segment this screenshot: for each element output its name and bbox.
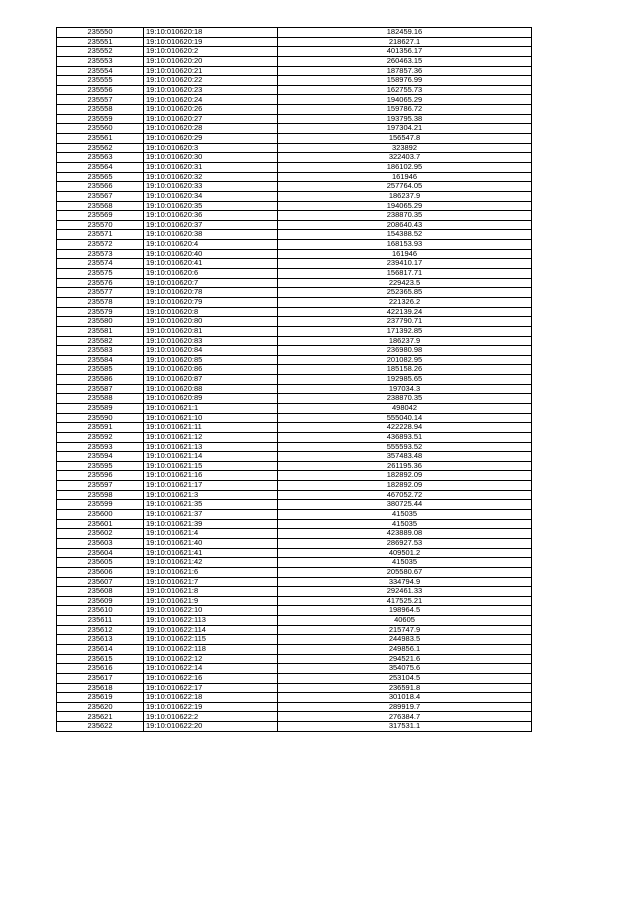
table-row bbox=[57, 635, 532, 645]
table-row bbox=[57, 654, 532, 664]
table-row bbox=[57, 500, 532, 510]
cadastral-number-cell: 19:10:010620:18 bbox=[144, 28, 278, 38]
row-id-cell: 235565 bbox=[57, 172, 144, 182]
cadastral-number-cell: 19:10:010621:16 bbox=[144, 471, 278, 481]
table-row bbox=[57, 162, 532, 172]
value-cell: 192985.65 bbox=[278, 375, 532, 385]
value-cell: 205580.67 bbox=[278, 567, 532, 577]
cadastral-number-cell: 19:10:010620:36 bbox=[144, 211, 278, 221]
value-cell: 215747.9 bbox=[278, 625, 532, 635]
row-id-cell: 235612 bbox=[57, 625, 144, 635]
value-cell: 401356.17 bbox=[278, 47, 532, 57]
value-cell: 294521.6 bbox=[278, 654, 532, 664]
value-cell: 292461.33 bbox=[278, 587, 532, 597]
table-row bbox=[57, 616, 532, 626]
value-cell: 239410.17 bbox=[278, 259, 532, 269]
row-id-cell: 235597 bbox=[57, 481, 144, 491]
value-cell: 229423.5 bbox=[278, 278, 532, 288]
cadastral-number-cell: 19:10:010622:115 bbox=[144, 635, 278, 645]
table-row bbox=[57, 249, 532, 259]
table-row bbox=[57, 596, 532, 606]
value-cell: 237790.71 bbox=[278, 317, 532, 327]
value-cell: 322403.7 bbox=[278, 153, 532, 163]
table-row bbox=[57, 240, 532, 250]
row-id-cell: 235550 bbox=[57, 28, 144, 38]
row-id-cell: 235568 bbox=[57, 201, 144, 211]
table-row bbox=[57, 95, 532, 105]
cadastral-number-cell: 19:10:010620:89 bbox=[144, 394, 278, 404]
row-id-cell: 235613 bbox=[57, 635, 144, 645]
cadastral-number-cell: 19:10:010620:8 bbox=[144, 307, 278, 317]
row-id-cell: 235602 bbox=[57, 529, 144, 539]
value-cell: 417525.21 bbox=[278, 596, 532, 606]
value-cell: 238870.35 bbox=[278, 211, 532, 221]
value-cell: 249856.1 bbox=[278, 645, 532, 655]
cadastral-number-cell: 19:10:010620:38 bbox=[144, 230, 278, 240]
row-id-cell: 235574 bbox=[57, 259, 144, 269]
cadastral-number-cell: 19:10:010621:11 bbox=[144, 423, 278, 433]
value-cell: 159786.72 bbox=[278, 105, 532, 115]
value-cell: 186102.95 bbox=[278, 162, 532, 172]
row-id-cell: 235572 bbox=[57, 240, 144, 250]
row-id-cell: 235553 bbox=[57, 56, 144, 66]
cadastral-number-cell: 19:10:010620:80 bbox=[144, 317, 278, 327]
value-cell: 415035 bbox=[278, 519, 532, 529]
value-cell: 218627.1 bbox=[278, 37, 532, 47]
value-cell: 436893.51 bbox=[278, 432, 532, 442]
row-id-cell: 235570 bbox=[57, 220, 144, 230]
cadastral-number-cell: 19:10:010621:7 bbox=[144, 577, 278, 587]
row-id-cell: 235578 bbox=[57, 297, 144, 307]
row-id-cell: 235619 bbox=[57, 693, 144, 703]
cadastral-number-cell: 19:10:010620:27 bbox=[144, 114, 278, 124]
value-cell: 409501.2 bbox=[278, 548, 532, 558]
table-row bbox=[57, 403, 532, 413]
value-cell: 187857.36 bbox=[278, 66, 532, 76]
row-id-cell: 235599 bbox=[57, 500, 144, 510]
cadastral-number-cell: 19:10:010621:4 bbox=[144, 529, 278, 539]
row-id-cell: 235620 bbox=[57, 702, 144, 712]
value-cell: 244983.5 bbox=[278, 635, 532, 645]
value-cell: 422228.94 bbox=[278, 423, 532, 433]
value-cell: 158976.99 bbox=[278, 76, 532, 86]
row-id-cell: 235560 bbox=[57, 124, 144, 134]
table-row bbox=[57, 85, 532, 95]
cadastral-number-cell: 19:10:010620:29 bbox=[144, 134, 278, 144]
row-id-cell: 235559 bbox=[57, 114, 144, 124]
value-cell: 236980.98 bbox=[278, 346, 532, 356]
value-cell: 197304.21 bbox=[278, 124, 532, 134]
row-id-cell: 235558 bbox=[57, 105, 144, 115]
row-id-cell: 235587 bbox=[57, 384, 144, 394]
row-id-cell: 235562 bbox=[57, 143, 144, 153]
cadastral-number-cell: 19:10:010620:7 bbox=[144, 278, 278, 288]
table-row bbox=[57, 346, 532, 356]
table-row bbox=[57, 567, 532, 577]
cadastral-number-cell: 19:10:010620:37 bbox=[144, 220, 278, 230]
table-row bbox=[57, 211, 532, 221]
cadastral-number-cell: 19:10:010621:1 bbox=[144, 403, 278, 413]
cadastral-number-cell: 19:10:010620:28 bbox=[144, 124, 278, 134]
cadastral-number-cell: 19:10:010620:26 bbox=[144, 105, 278, 115]
row-id-cell: 235610 bbox=[57, 606, 144, 616]
value-cell: 182892.09 bbox=[278, 481, 532, 491]
cadastral-number-cell: 19:10:010622:20 bbox=[144, 722, 278, 732]
value-cell: 286927.53 bbox=[278, 538, 532, 548]
table-row bbox=[57, 432, 532, 442]
table-row bbox=[57, 172, 532, 182]
cadastral-number-cell: 19:10:010621:42 bbox=[144, 558, 278, 568]
value-cell: 317531.1 bbox=[278, 722, 532, 732]
cadastral-number-cell: 19:10:010620:41 bbox=[144, 259, 278, 269]
table-row bbox=[57, 702, 532, 712]
table-row bbox=[57, 606, 532, 616]
cadastral-number-cell: 19:10:010621:13 bbox=[144, 442, 278, 452]
table-row bbox=[57, 375, 532, 385]
value-cell: 252365.85 bbox=[278, 288, 532, 298]
row-id-cell: 235614 bbox=[57, 645, 144, 655]
value-cell: 186237.9 bbox=[278, 191, 532, 201]
row-id-cell: 235611 bbox=[57, 616, 144, 626]
value-cell: 161946 bbox=[278, 172, 532, 182]
cadastral-number-cell: 19:10:010620:87 bbox=[144, 375, 278, 385]
cadastral-number-cell: 19:10:010620:79 bbox=[144, 297, 278, 307]
table-row bbox=[57, 461, 532, 471]
row-id-cell: 235567 bbox=[57, 191, 144, 201]
cadastral-number-cell: 19:10:010620:81 bbox=[144, 326, 278, 336]
value-cell: 156547.8 bbox=[278, 134, 532, 144]
cadastral-number-cell: 19:10:010620:34 bbox=[144, 191, 278, 201]
table-row bbox=[57, 153, 532, 163]
row-id-cell: 235582 bbox=[57, 336, 144, 346]
table-row bbox=[57, 683, 532, 693]
table-row bbox=[57, 481, 532, 491]
row-id-cell: 235621 bbox=[57, 712, 144, 722]
row-id-cell: 235604 bbox=[57, 548, 144, 558]
row-id-cell: 235592 bbox=[57, 432, 144, 442]
table-row bbox=[57, 269, 532, 279]
table-row bbox=[57, 182, 532, 192]
value-cell: 236591.8 bbox=[278, 683, 532, 693]
row-id-cell: 235566 bbox=[57, 182, 144, 192]
cadastral-number-cell: 19:10:010622:12 bbox=[144, 654, 278, 664]
row-id-cell: 235569 bbox=[57, 211, 144, 221]
table-row bbox=[57, 114, 532, 124]
table-row bbox=[57, 307, 532, 317]
cadastral-number-cell: 19:10:010620:35 bbox=[144, 201, 278, 211]
value-cell: 171392.85 bbox=[278, 326, 532, 336]
row-id-cell: 235581 bbox=[57, 326, 144, 336]
cadastral-number-cell: 19:10:010620:23 bbox=[144, 85, 278, 95]
row-id-cell: 235598 bbox=[57, 490, 144, 500]
cadastral-number-cell: 19:10:010621:14 bbox=[144, 452, 278, 462]
row-id-cell: 235557 bbox=[57, 95, 144, 105]
cadastral-number-cell: 19:10:010620:83 bbox=[144, 336, 278, 346]
row-id-cell: 235616 bbox=[57, 664, 144, 674]
value-cell: 162755.73 bbox=[278, 85, 532, 95]
table-row bbox=[57, 191, 532, 201]
table-row bbox=[57, 220, 532, 230]
value-cell: 334794.9 bbox=[278, 577, 532, 587]
cadastral-number-cell: 19:10:010622:19 bbox=[144, 702, 278, 712]
value-cell: 415035 bbox=[278, 510, 532, 520]
table-row bbox=[57, 529, 532, 539]
value-cell: 555593.52 bbox=[278, 442, 532, 452]
table-row bbox=[57, 442, 532, 452]
cadastral-number-cell: 19:10:010621:10 bbox=[144, 413, 278, 423]
table-row bbox=[57, 722, 532, 732]
value-cell: 193795.38 bbox=[278, 114, 532, 124]
value-cell: 261195.36 bbox=[278, 461, 532, 471]
value-cell: 253104.5 bbox=[278, 673, 532, 683]
row-id-cell: 235583 bbox=[57, 346, 144, 356]
value-cell: 221326.2 bbox=[278, 297, 532, 307]
cadastral-number-cell: 19:10:010620:31 bbox=[144, 162, 278, 172]
cadastral-number-cell: 19:10:010621:37 bbox=[144, 510, 278, 520]
row-id-cell: 235573 bbox=[57, 249, 144, 259]
table-row bbox=[57, 510, 532, 520]
table-row bbox=[57, 673, 532, 683]
row-id-cell: 235590 bbox=[57, 413, 144, 423]
row-id-cell: 235603 bbox=[57, 538, 144, 548]
value-cell: 238870.35 bbox=[278, 394, 532, 404]
row-id-cell: 235596 bbox=[57, 471, 144, 481]
cadastral-number-cell: 19:10:010622:17 bbox=[144, 683, 278, 693]
table-row bbox=[57, 230, 532, 240]
cadastral-number-cell: 19:10:010621:17 bbox=[144, 481, 278, 491]
cadastral-number-cell: 19:10:010620:78 bbox=[144, 288, 278, 298]
table-row bbox=[57, 471, 532, 481]
value-cell: 323892 bbox=[278, 143, 532, 153]
row-id-cell: 235594 bbox=[57, 452, 144, 462]
row-id-cell: 235579 bbox=[57, 307, 144, 317]
table-row bbox=[57, 355, 532, 365]
table-row bbox=[57, 28, 532, 38]
row-id-cell: 235593 bbox=[57, 442, 144, 452]
cadastral-number-cell: 19:10:010622:10 bbox=[144, 606, 278, 616]
row-id-cell: 235609 bbox=[57, 596, 144, 606]
value-cell: 498042 bbox=[278, 403, 532, 413]
value-cell: 161946 bbox=[278, 249, 532, 259]
value-cell: 186237.9 bbox=[278, 336, 532, 346]
table-row bbox=[57, 577, 532, 587]
table-row bbox=[57, 66, 532, 76]
row-id-cell: 235591 bbox=[57, 423, 144, 433]
table-row bbox=[57, 105, 532, 115]
cadastral-number-cell: 19:10:010620:4 bbox=[144, 240, 278, 250]
row-id-cell: 235607 bbox=[57, 577, 144, 587]
value-cell: 40605 bbox=[278, 616, 532, 626]
cadastral-number-cell: 19:10:010620:88 bbox=[144, 384, 278, 394]
table-body bbox=[57, 28, 532, 732]
cadastral-number-cell: 19:10:010620:19 bbox=[144, 37, 278, 47]
cadastral-number-cell: 19:10:010621:41 bbox=[144, 548, 278, 558]
table-row bbox=[57, 326, 532, 336]
value-cell: 198964.5 bbox=[278, 606, 532, 616]
cadastral-number-cell: 19:10:010620:40 bbox=[144, 249, 278, 259]
value-cell: 182892.09 bbox=[278, 471, 532, 481]
value-cell: 154388.52 bbox=[278, 230, 532, 240]
table-row bbox=[57, 558, 532, 568]
table-row bbox=[57, 365, 532, 375]
row-id-cell: 235561 bbox=[57, 134, 144, 144]
cadastral-number-cell: 19:10:010620:22 bbox=[144, 76, 278, 86]
table-row bbox=[57, 47, 532, 57]
table-row bbox=[57, 490, 532, 500]
row-id-cell: 235571 bbox=[57, 230, 144, 240]
row-id-cell: 235588 bbox=[57, 394, 144, 404]
table-row bbox=[57, 37, 532, 47]
value-cell: 354075.6 bbox=[278, 664, 532, 674]
cadastral-number-cell: 19:10:010621:35 bbox=[144, 500, 278, 510]
table-row bbox=[57, 423, 532, 433]
cadastral-number-cell: 19:10:010621:40 bbox=[144, 538, 278, 548]
cadastral-number-cell: 19:10:010620:6 bbox=[144, 269, 278, 279]
cadastral-number-cell: 19:10:010621:9 bbox=[144, 596, 278, 606]
row-id-cell: 235555 bbox=[57, 76, 144, 86]
table-row bbox=[57, 317, 532, 327]
cadastral-number-cell: 19:10:010620:86 bbox=[144, 365, 278, 375]
value-cell: 168153.93 bbox=[278, 240, 532, 250]
row-id-cell: 235580 bbox=[57, 317, 144, 327]
row-id-cell: 235589 bbox=[57, 403, 144, 413]
value-cell: 555040.14 bbox=[278, 413, 532, 423]
row-id-cell: 235585 bbox=[57, 365, 144, 375]
value-cell: 260463.15 bbox=[278, 56, 532, 66]
row-id-cell: 235605 bbox=[57, 558, 144, 568]
cadastral-number-cell: 19:10:010622:114 bbox=[144, 625, 278, 635]
cadastral-number-cell: 19:10:010620:2 bbox=[144, 47, 278, 57]
cadastral-number-cell: 19:10:010620:20 bbox=[144, 56, 278, 66]
value-cell: 208640.43 bbox=[278, 220, 532, 230]
row-id-cell: 235584 bbox=[57, 355, 144, 365]
cadastral-number-cell: 19:10:010622:118 bbox=[144, 645, 278, 655]
table-row bbox=[57, 452, 532, 462]
row-id-cell: 235552 bbox=[57, 47, 144, 57]
row-id-cell: 235577 bbox=[57, 288, 144, 298]
cadastral-number-cell: 19:10:010621:39 bbox=[144, 519, 278, 529]
row-id-cell: 235563 bbox=[57, 153, 144, 163]
row-id-cell: 235608 bbox=[57, 587, 144, 597]
cadastral-number-cell: 19:10:010621:3 bbox=[144, 490, 278, 500]
value-cell: 276384.7 bbox=[278, 712, 532, 722]
cadastral-number-cell: 19:10:010622:2 bbox=[144, 712, 278, 722]
cadastral-number-cell: 19:10:010620:24 bbox=[144, 95, 278, 105]
table-row bbox=[57, 124, 532, 134]
table-row bbox=[57, 336, 532, 346]
value-cell: 194065.29 bbox=[278, 201, 532, 211]
table-row bbox=[57, 664, 532, 674]
table-row bbox=[57, 201, 532, 211]
cadastral-number-cell: 19:10:010622:113 bbox=[144, 616, 278, 626]
row-id-cell: 235554 bbox=[57, 66, 144, 76]
row-id-cell: 235575 bbox=[57, 269, 144, 279]
value-cell: 201082.95 bbox=[278, 355, 532, 365]
table-row bbox=[57, 76, 532, 86]
cadastral-number-cell: 19:10:010620:21 bbox=[144, 66, 278, 76]
cadastral-number-cell: 19:10:010622:16 bbox=[144, 673, 278, 683]
row-id-cell: 235622 bbox=[57, 722, 144, 732]
table-row bbox=[57, 56, 532, 66]
value-cell: 415035 bbox=[278, 558, 532, 568]
table-row bbox=[57, 645, 532, 655]
value-cell: 423889.08 bbox=[278, 529, 532, 539]
cadastral-number-cell: 19:10:010620:85 bbox=[144, 355, 278, 365]
table-row bbox=[57, 384, 532, 394]
row-id-cell: 235586 bbox=[57, 375, 144, 385]
row-id-cell: 235576 bbox=[57, 278, 144, 288]
table-row bbox=[57, 413, 532, 423]
cadastral-number-cell: 19:10:010620:33 bbox=[144, 182, 278, 192]
value-cell: 194065.29 bbox=[278, 95, 532, 105]
data-table bbox=[56, 27, 532, 732]
table-row bbox=[57, 143, 532, 153]
value-cell: 422139.24 bbox=[278, 307, 532, 317]
row-id-cell: 235564 bbox=[57, 162, 144, 172]
cadastral-number-cell: 19:10:010622:14 bbox=[144, 664, 278, 674]
cadastral-number-cell: 19:10:010620:30 bbox=[144, 153, 278, 163]
row-id-cell: 235601 bbox=[57, 519, 144, 529]
table-row bbox=[57, 693, 532, 703]
cadastral-number-cell: 19:10:010620:84 bbox=[144, 346, 278, 356]
value-cell: 301018.4 bbox=[278, 693, 532, 703]
cadastral-number-cell: 19:10:010620:3 bbox=[144, 143, 278, 153]
table-row bbox=[57, 288, 532, 298]
value-cell: 182459.16 bbox=[278, 28, 532, 38]
table-row bbox=[57, 538, 532, 548]
row-id-cell: 235595 bbox=[57, 461, 144, 471]
cadastral-number-cell: 19:10:010621:12 bbox=[144, 432, 278, 442]
value-cell: 357483.48 bbox=[278, 452, 532, 462]
value-cell: 197034.3 bbox=[278, 384, 532, 394]
table-row bbox=[57, 519, 532, 529]
row-id-cell: 235615 bbox=[57, 654, 144, 664]
table-row bbox=[57, 278, 532, 288]
value-cell: 289919.7 bbox=[278, 702, 532, 712]
row-id-cell: 235618 bbox=[57, 683, 144, 693]
value-cell: 257764.05 bbox=[278, 182, 532, 192]
row-id-cell: 235617 bbox=[57, 673, 144, 683]
cadastral-number-cell: 19:10:010621:8 bbox=[144, 587, 278, 597]
cadastral-number-cell: 19:10:010621:15 bbox=[144, 461, 278, 471]
table-row bbox=[57, 625, 532, 635]
table-row bbox=[57, 548, 532, 558]
value-cell: 185158.26 bbox=[278, 365, 532, 375]
cadastral-number-cell: 19:10:010622:18 bbox=[144, 693, 278, 703]
table-row bbox=[57, 587, 532, 597]
table-row bbox=[57, 712, 532, 722]
value-cell: 156817.71 bbox=[278, 269, 532, 279]
value-cell: 467052.72 bbox=[278, 490, 532, 500]
table-row bbox=[57, 134, 532, 144]
table-row bbox=[57, 394, 532, 404]
cadastral-number-cell: 19:10:010620:32 bbox=[144, 172, 278, 182]
table-row bbox=[57, 259, 532, 269]
row-id-cell: 235600 bbox=[57, 510, 144, 520]
cadastral-number-cell: 19:10:010621:6 bbox=[144, 567, 278, 577]
row-id-cell: 235551 bbox=[57, 37, 144, 47]
value-cell: 380725.44 bbox=[278, 500, 532, 510]
table-row bbox=[57, 297, 532, 307]
row-id-cell: 235556 bbox=[57, 85, 144, 95]
row-id-cell: 235606 bbox=[57, 567, 144, 577]
